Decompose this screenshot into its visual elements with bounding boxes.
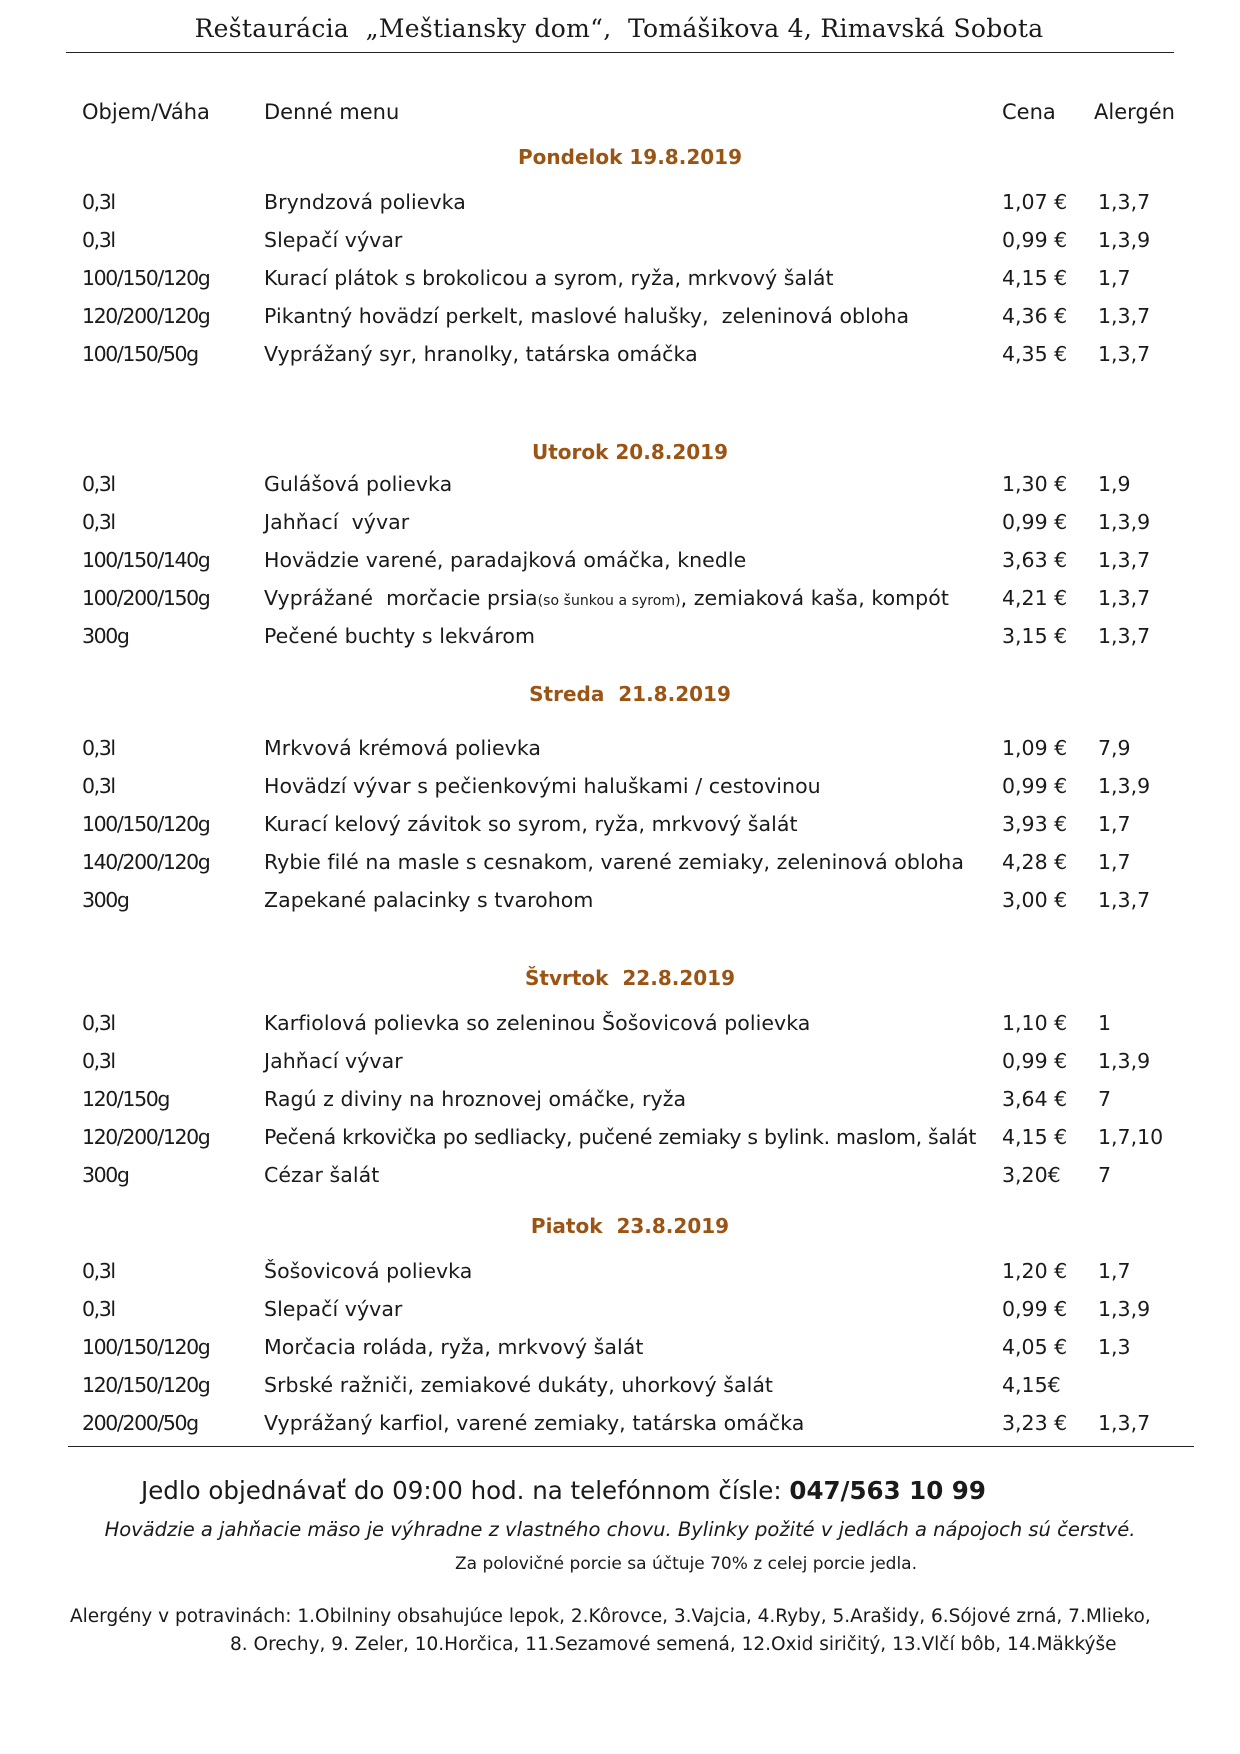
menu-row (0, 888, 1240, 922)
item-dish: Vyprážaný syr, hranolky, tatárska omáčka (264, 342, 698, 366)
item-dish: Vyprážaný karfiol, varené zemiaky, tatárska omáčka (264, 1411, 805, 1435)
item-volume: 120/150g (82, 1087, 169, 1111)
item-volume: 0,3l (82, 190, 115, 214)
column-header-allergen: Alergén (1094, 100, 1175, 124)
column-headers (0, 100, 1240, 130)
item-dish: Morčacia roláda, ryža, mrkvový šalát (264, 1335, 644, 1359)
item-volume: 0,3l (82, 510, 115, 534)
menu-row (0, 1087, 1240, 1121)
item-dish: Hovädzie varené, paradajková omáčka, knedle (264, 548, 747, 572)
item-price: 3,63 € (1002, 548, 1068, 572)
item-volume: 100/150/120g (82, 266, 210, 290)
menu-row (0, 510, 1240, 544)
phone-number: 047/563 10 99 (789, 1476, 986, 1505)
menu-row (0, 1373, 1240, 1407)
item-volume: 0,3l (82, 1297, 115, 1321)
item-volume: 120/200/120g (82, 304, 210, 328)
item-price: 0,99 € (1002, 774, 1068, 798)
item-allergens: 1,3,9 (1098, 1049, 1151, 1073)
column-header-price: Cena (1002, 100, 1056, 124)
item-volume: 100/200/150g (82, 586, 210, 610)
item-volume: 0,3l (82, 472, 115, 496)
item-dish: Karfiolová polievka so zeleninou Šošovicová polievka (264, 1011, 811, 1035)
item-allergens: 1,7 (1098, 266, 1131, 290)
item-price: 3,64 € (1002, 1087, 1068, 1111)
item-allergens: 1,3,7 (1098, 624, 1151, 648)
item-price: 4,28 € (1002, 850, 1068, 874)
menu-row (0, 1297, 1240, 1331)
column-header-dish: Denné menu (264, 100, 400, 124)
item-dish: Kurací plátok s brokolicou a syrom, ryža, mrkvový šalát (264, 266, 834, 290)
day-title-monday: Pondelok 19.8.2019 (518, 145, 742, 169)
menu-row (0, 850, 1240, 884)
item-price: 3,93 € (1002, 812, 1068, 836)
item-allergens: 1,3,7 (1098, 548, 1151, 572)
item-price: 4,15€ (1002, 1373, 1061, 1397)
item-dish: Zapekané palacinky s tvarohom (264, 888, 594, 912)
item-allergens: 1,3,7 (1098, 586, 1151, 610)
menu-row (0, 304, 1240, 338)
item-dish: Cézar šalát (264, 1163, 380, 1187)
item-price: 3,15 € (1002, 624, 1068, 648)
item-dish: Bryndzová polievka (264, 190, 466, 214)
column-header-volume: Objem/Váha (82, 100, 210, 124)
menu-row (0, 1259, 1240, 1293)
item-dish (264, 586, 949, 610)
item-price: 1,09 € (1002, 736, 1068, 760)
item-volume: 0,3l (82, 774, 115, 798)
menu-row (0, 586, 1240, 620)
item-volume: 100/150/120g (82, 1335, 210, 1359)
menu-row (0, 1335, 1240, 1369)
item-dish: Slepačí vývar (264, 1297, 403, 1321)
allergen-legend-line-1: Alergény v potravinách: 1.Obilniny obsahujúce lepok, 2.Kôrovce, 3.Vajcia, 4.Ryby, 5.Arašidy, 6.Sójové zrná, 7.Mlieko, (70, 1606, 1151, 1627)
menu-row (0, 774, 1240, 808)
item-volume: 100/150/140g (82, 548, 210, 572)
table-bottom-divider (68, 1446, 1194, 1447)
item-dish: Pečená krkovička po sedliacky, pučené zemiaky s bylink. maslom, šalát (264, 1125, 977, 1149)
day-title-wednesday: Streda 21.8.2019 (529, 682, 731, 706)
item-allergens: 1,3,9 (1098, 228, 1151, 252)
item-volume: 300g (82, 624, 129, 648)
menu-row (0, 190, 1240, 224)
item-price: 0,99 € (1002, 510, 1068, 534)
day-title-tuesday: Utorok 20.8.2019 (531, 440, 728, 464)
item-dish: Jahňací vývar (264, 1049, 403, 1073)
header-divider (66, 52, 1174, 53)
item-volume: 0,3l (82, 736, 115, 760)
item-volume: 300g (82, 1163, 129, 1187)
item-price: 1,07 € (1002, 190, 1068, 214)
item-price: 0,99 € (1002, 1049, 1068, 1073)
item-volume: 0,3l (82, 1259, 115, 1283)
item-dish: Pečené buchty s lekvárom (264, 624, 535, 648)
item-price: 4,15 € (1002, 1125, 1068, 1149)
order-text: Jedlo objednávať do 09:00 hod. na telefónnom čísle: (141, 1476, 790, 1505)
item-price: 4,05 € (1002, 1335, 1068, 1359)
meat-origin-note: Hovädzie a jahňacie mäso je výhradne z vlastného chovu. Bylinky požité v jedlách a nápojoch sú čerstvé. (104, 1518, 1136, 1541)
item-price: 3,20€ (1002, 1163, 1061, 1187)
item-allergens: 1,7,10 (1098, 1125, 1164, 1149)
item-dish: Pikantný hovädzí perkelt, maslové halušky, zeleninová obloha (264, 304, 910, 328)
item-allergens: 1,3,7 (1098, 190, 1151, 214)
item-volume: 120/150/120g (82, 1373, 210, 1397)
menu-row (0, 1163, 1240, 1197)
item-allergens: 7 (1098, 1163, 1112, 1187)
order-info (141, 1476, 986, 1505)
item-volume: 100/150/50g (82, 342, 198, 366)
item-allergens: 7,9 (1098, 736, 1131, 760)
item-dish: Hovädzí vývar s pečienkovými haluškami / cestovinou (264, 774, 821, 798)
item-dish: Kurací kelový závitok so syrom, ryža, mrkvový šalát (264, 812, 798, 836)
item-price: 3,00 € (1002, 888, 1068, 912)
menu-row (0, 736, 1240, 770)
menu-row (0, 228, 1240, 262)
day-title-friday: Piatok 23.8.2019 (530, 1214, 730, 1238)
menu-row (0, 812, 1240, 846)
item-allergens: 1,9 (1098, 472, 1131, 496)
item-dish: Srbské ražniči, zemiakové dukáty, uhorkový šalát (264, 1373, 774, 1397)
item-allergens: 1,7 (1098, 1259, 1131, 1283)
half-portion-text: Za polovičné porcie sa účtuje 70% z celej porcie jedla. (454, 1554, 917, 1574)
item-price: 4,15 € (1002, 266, 1068, 290)
restaurant-header: Reštaurácia „Meštiansky dom“, Tomášikova 4, Rimavská Sobota (194, 14, 1044, 43)
item-allergens: 1 (1098, 1011, 1112, 1035)
menu-row (0, 1125, 1240, 1159)
item-volume: 300g (82, 888, 129, 912)
item-allergens: 1,3,7 (1098, 342, 1151, 366)
menu-row (0, 548, 1240, 582)
menu-row (0, 1049, 1240, 1083)
item-allergens: 1,3,9 (1098, 1297, 1151, 1321)
item-allergens: 1,3,9 (1098, 510, 1151, 534)
item-dish-note: (so šunkou a syrom) (537, 593, 681, 609)
item-volume: 140/200/120g (82, 850, 210, 874)
item-dish: Slepačí vývar (264, 228, 403, 252)
menu-row (0, 472, 1240, 506)
item-dish: Mrkvová krémová polievka (264, 736, 542, 760)
item-price: 3,23 € (1002, 1411, 1068, 1435)
item-volume: 200/200/50g (82, 1411, 198, 1435)
item-volume: 0,3l (82, 1011, 115, 1035)
item-allergens: 1,3,9 (1098, 774, 1151, 798)
item-dish: Šošovicová polievka (264, 1259, 473, 1283)
item-volume: 0,3l (82, 1049, 115, 1073)
item-volume: 120/200/120g (82, 1125, 210, 1149)
item-price: 1,30 € (1002, 472, 1068, 496)
item-price: 4,35 € (1002, 342, 1068, 366)
item-allergens: 1,7 (1098, 850, 1131, 874)
item-allergens: 1,3,7 (1098, 1411, 1151, 1435)
item-dish: Ragú z diviny na hroznovej omáčke, ryža (264, 1087, 687, 1111)
item-allergens: 1,3,7 (1098, 304, 1151, 328)
day-title-thursday: Štvrtok 22.8.2019 (525, 966, 735, 990)
item-dish: Rybie filé na masle s cesnakom, varené zemiaky, zeleninová obloha (264, 850, 964, 874)
menu-row (0, 624, 1240, 658)
item-price: 0,99 € (1002, 228, 1068, 252)
item-price: 1,10 € (1002, 1011, 1068, 1035)
item-price: 1,20 € (1002, 1259, 1068, 1283)
item-price: 4,36 € (1002, 304, 1068, 328)
half-portion-note (66, 1554, 1240, 1574)
item-dish: Gulášová polievka (264, 472, 453, 496)
item-dish: Jahňací vývar (264, 510, 410, 534)
item-allergens: 7 (1098, 1087, 1112, 1111)
menu-row (0, 342, 1240, 376)
item-volume: 0,3l (82, 228, 115, 252)
item-dish-rest: , zemiaková kaša, kompót (680, 586, 949, 610)
item-volume: 100/150/120g (82, 812, 210, 836)
item-allergens: 1,7 (1098, 812, 1131, 836)
item-price: 4,21 € (1002, 586, 1068, 610)
menu-row (0, 1011, 1240, 1045)
menu-row (0, 266, 1240, 300)
item-dish-main: Vyprážané morčacie prsia (264, 586, 538, 610)
item-price: 0,99 € (1002, 1297, 1068, 1321)
allergen-legend-line-2: 8. Orechy, 9. Zeler, 10.Horčica, 11.Sezamové semená, 12.Oxid siričitý, 13.Vlčí bôb, 14.Mäkkýše (230, 1634, 1117, 1655)
menu-row (0, 1411, 1240, 1445)
item-allergens: 1,3 (1098, 1335, 1131, 1359)
item-allergens: 1,3,7 (1098, 888, 1151, 912)
